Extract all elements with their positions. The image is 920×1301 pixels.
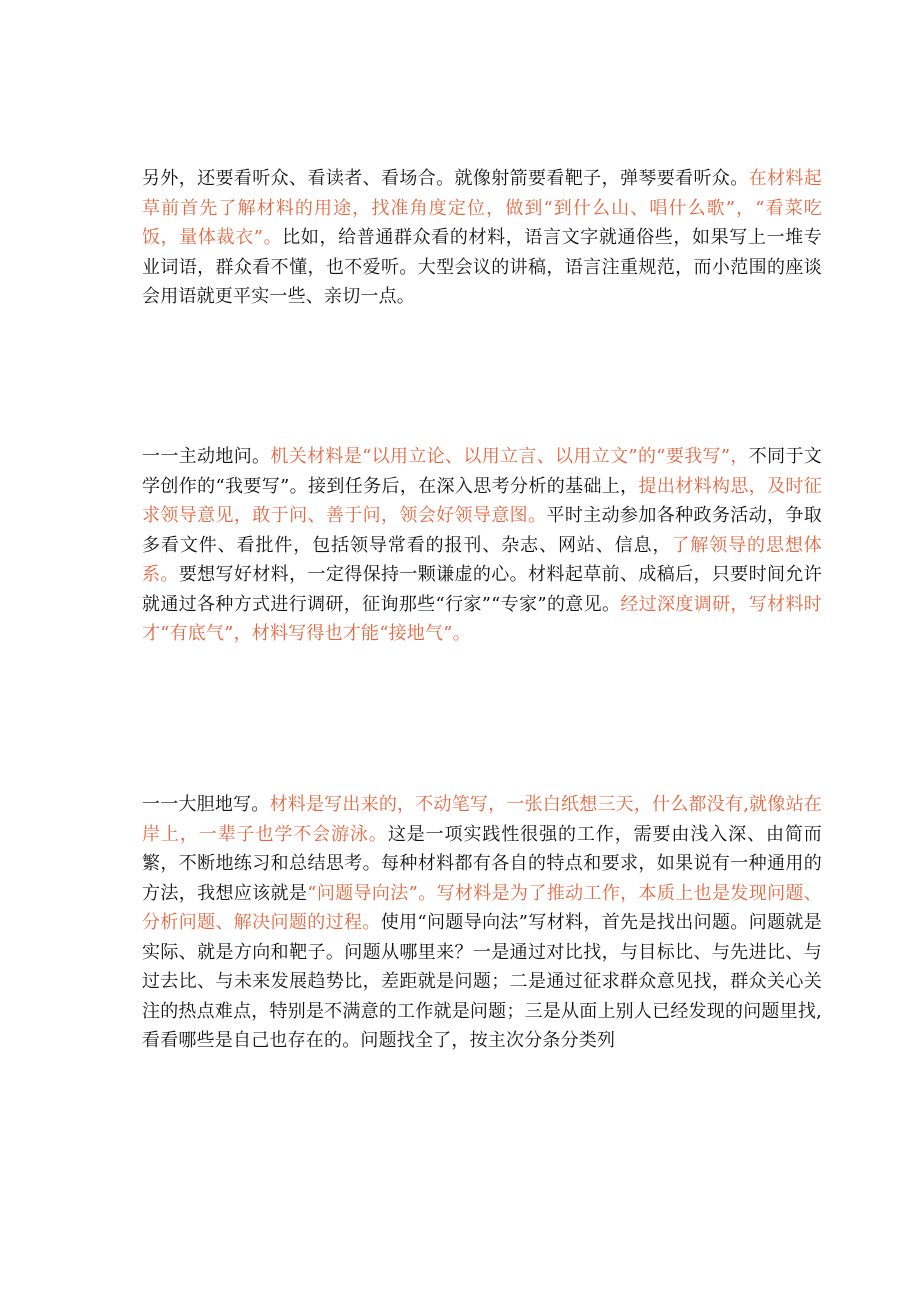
highlighted-segment: 提出材料构思，及时征求领导意见，敢于问、善于问，领会好领导意图。 bbox=[142, 475, 822, 526]
text-segment: 这是一项实践性很强的工作，需要由浅入深、由简而繁，不断地练习和总结思考。每种材料都有各自的特点和要求，如果说有一种通用的方法，我想应该就是 bbox=[142, 823, 822, 904]
highlighted-segment: 材料是写出来的，不动笔写，一张白纸想三天，什么都没有,就像站在岸上，一辈子也学不会游泳。 bbox=[142, 794, 822, 845]
text-segment: 一一大胆地写。 bbox=[142, 794, 270, 815]
paragraph-ask-actively bbox=[142, 442, 822, 649]
highlighted-segment: “问题导向法”。写材料是为了推动工作，本质上也是发现问题、分析问题、解决问题的过程。 bbox=[142, 882, 822, 933]
highlighted-segment: 了解领导的思想体系。 bbox=[142, 534, 822, 585]
highlighted-segment: 机关材料是“以用立论、以用立言、以用立文”的“要我写”， bbox=[270, 446, 749, 467]
paragraph-write-boldly bbox=[142, 790, 822, 1056]
highlighted-segment: 经过深度调研，写材料时才“有底气”，材料写得也才能“接地气”。 bbox=[142, 593, 822, 644]
text-segment: 另外，还要看听众、看读者、看场合。就像射箭要看靶子，弹琴要看听众。 bbox=[142, 168, 749, 189]
highlighted-segment: 在材料起草前首先了解材料的用途，找准角度定位，做到“到什么山、唱什么歌”，“看菜吃饭，量体裁衣”。 bbox=[142, 168, 822, 248]
text-segment: 使用“问题导向法”写材料，首先是找出问题。问题就是实际、就是方向和靶子。问题从哪里来？一是通过对比找，与目标比、与先进比、与过去比、与未来发展趋势比，差距就是问题；二是通过征求群众意见找，群众关心关注的热点难点，特别是不满意的工作就是问题；三是从面上别人已经发现的问题里找,看看哪些是自己也存在的。问题找全了，按主次分条分类列 bbox=[142, 912, 822, 1051]
text-segment: 不同于文学创作的“我要写”。接到任务后，在深入思考分析的基础上， bbox=[142, 446, 822, 497]
text-segment: 比如，给普通群众看的材料，语言文字就通俗些，如果写上一堆专业词语，群众看不懂，也不爱听。大型会议的讲稿，语言注重规范，而小范围的座谈会用语就更平实一些、亲切一点。 bbox=[142, 227, 823, 307]
text-segment: 要想写好材料，一定得保持一颗谦虚的心。材料起草前、成稿后，只要时间允许就通过各种方式进行调研，征询那些“行家”“专家”的意见。 bbox=[142, 564, 823, 615]
paragraph-audience bbox=[142, 164, 822, 312]
text-segment: 平时主动参加各种政务活动，争取多看文件、看批件，包括领导常看的报刊、杂志、网站、信息， bbox=[142, 505, 823, 556]
text-segment: 一一主动地问。 bbox=[142, 446, 271, 467]
